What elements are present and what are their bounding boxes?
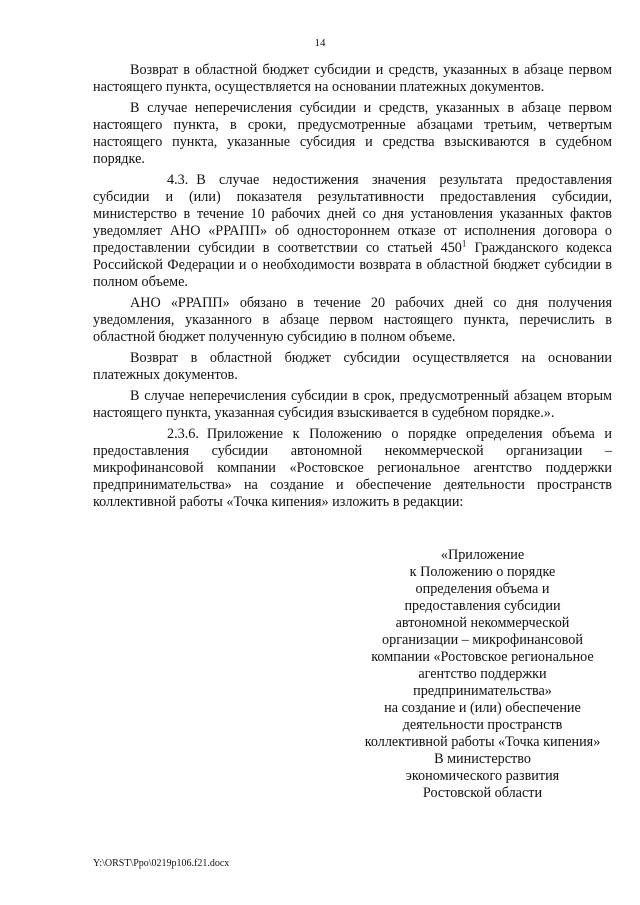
- appendix-line: деятельности пространств: [402, 717, 563, 733]
- paragraph-text-continued: Гражданского кодекса Российской Федерации и о необходимости возврата в областной бюджет субсидии в полном объеме.: [93, 240, 612, 290]
- appendix-line: агентство поддержки: [418, 666, 547, 682]
- addressee-line: Ростовской области: [422, 785, 543, 801]
- paragraph-text: В случае недостижения значения результата предоставления субсидии и (или) показателя результативности предоставления субсидии, министерство в течение 10 рабочих дней со дня установления указанных фактов уведомляет АНО «РРАПП» об одностороннем отказе от исполнения договора о предоставлении субсидии в соответствии со статьей 450: [93, 172, 612, 256]
- addressee-line: В министерство: [434, 751, 531, 767]
- paragraph-text: Возврат в областной бюджет субсидии и средств, указанных в абзаце первом настоящего пункта, осуществляется на основании платежных документов.: [93, 62, 612, 95]
- paragraph: [93, 100, 612, 168]
- appendix-header: [340, 547, 625, 802]
- paragraph-text: АНО «РРАПП» обязано в течение 20 рабочих дней со дня получения уведомления, указанного в абзаце первом настоящего пункта, перечислить в областной бюджет полученную субсидию в полном объеме.: [93, 295, 612, 345]
- paragraph: [93, 295, 612, 346]
- paragraph-text: Возврат в областной бюджет субсидии осуществляется на основании платежных документов.: [93, 350, 612, 383]
- paragraph-2-3-6: [93, 426, 612, 511]
- appendix-line: «Приложение: [440, 547, 525, 563]
- paragraph-text: В случае неперечисления субсидии в срок, предусмотренный абзацем вторым настоящего пункта, указанная субсидия взыскивается в судебном порядке.».: [93, 388, 612, 421]
- paragraph-text: Приложение к Положению о порядке определения объема и предоставления субсидии автономной некоммерческой организации – микрофинансовой компании «Ростовское региональное агентство поддержки предпринимательства» на создание и обеспечение деятельности пространств коллективной работы «Точка кипения» изложить в редакции:: [93, 426, 612, 510]
- document-body: [93, 62, 612, 515]
- appendix-line: на создание и (или) обеспечение: [384, 700, 581, 716]
- clause-number: 2.3.6.: [167, 426, 199, 442]
- paragraph-text: В случае неперечисления субсидии и средств, указанных в абзаце первом настоящего пункта, в сроки, предусмотренные абзацами третьим, четвертым настоящего пункта, указанные субсидия и средства взыскиваются в судебном порядке.: [93, 100, 612, 167]
- page-number: 14: [314, 37, 326, 49]
- footer-file-path: Y:\ORST\Ppo\0219p106.f21.docx: [93, 858, 230, 869]
- paragraph: [93, 388, 612, 422]
- appendix-line: коллективной работы «Точка кипения»: [364, 734, 601, 750]
- appendix-line: автономной некоммерческой: [395, 615, 570, 631]
- paragraph-4-3: [93, 172, 612, 291]
- addressee-line: экономического развития: [405, 768, 560, 784]
- paragraph: [93, 350, 612, 384]
- paragraph: [93, 62, 612, 96]
- appendix-line: предпринимательства»: [413, 683, 552, 699]
- appendix-line: к Положению о порядке: [409, 564, 556, 580]
- appendix-line: компании «Ростовское региональное: [371, 649, 594, 665]
- clause-number: 4.3.: [167, 172, 189, 188]
- appendix-line: предоставления субсидии: [404, 598, 561, 614]
- appendix-line: организации – микрофинансовой: [382, 632, 583, 648]
- appendix-line: определения объема и: [415, 581, 550, 597]
- superscript: 1: [461, 238, 467, 249]
